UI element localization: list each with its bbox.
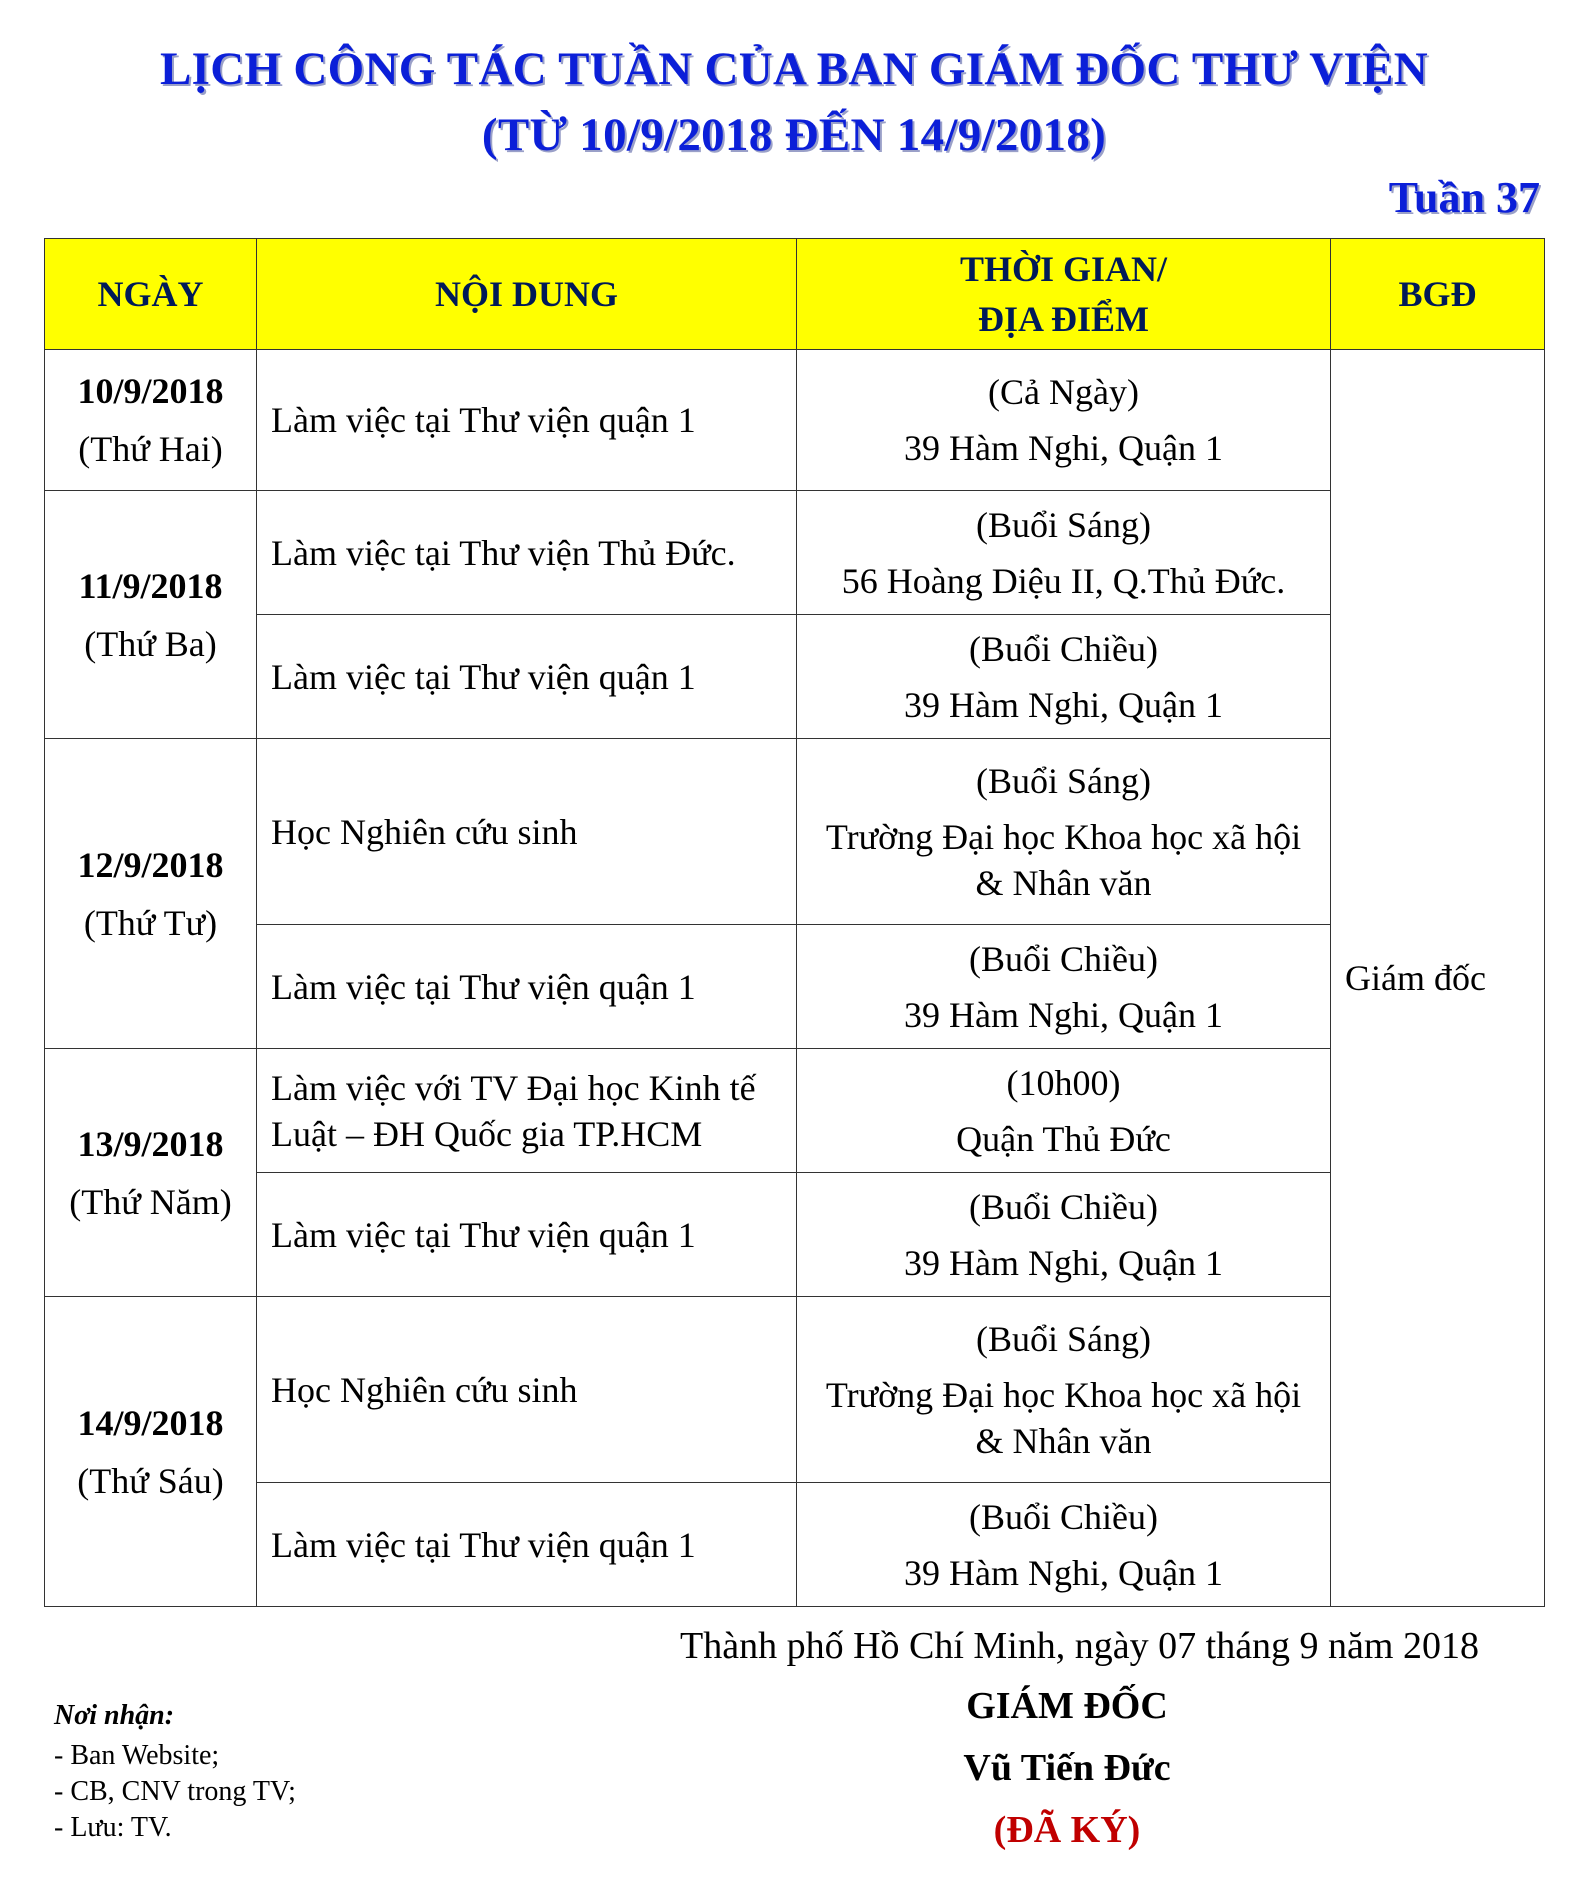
- signed-stamp-text: (ĐÃ KÝ): [993, 1809, 1141, 1851]
- content-cell: Học Nghiên cứu sinh: [257, 1297, 797, 1483]
- header-date: NGÀY: [45, 239, 257, 350]
- time-slot: (Buổi Sáng): [976, 760, 1151, 801]
- place-value: 56 Hoàng Diệu II, Q.Thủ Đức.: [841, 560, 1286, 601]
- time-place-cell: [797, 1173, 1331, 1297]
- table-row: [45, 1297, 1545, 1483]
- header-bgd: BGĐ: [1331, 239, 1545, 350]
- bgd-cell: Giám đốc: [1331, 350, 1545, 1607]
- weekday-value: (Thứ Ba): [84, 623, 217, 664]
- time-slot: (Buổi Chiều): [969, 938, 1158, 979]
- date-value: 11/9/2018: [78, 565, 223, 606]
- header-time: THỜI GIAN/: [959, 249, 1168, 289]
- table-row: [45, 1049, 1545, 1173]
- time-slot: (Buổi Sáng): [976, 1318, 1151, 1359]
- time-slot: (Buổi Chiều): [969, 1496, 1158, 1537]
- date-cell: [45, 350, 257, 491]
- header-time-place: [797, 239, 1331, 350]
- content-cell: Làm việc tại Thư viện quận 1: [257, 1173, 797, 1297]
- page-subtitle-date-range: (TỪ 10/9/2018 ĐẾN 14/9/2018): [481, 109, 1107, 161]
- time-place-cell: [797, 1297, 1331, 1483]
- table-row: [45, 1483, 1545, 1607]
- place-value: 39 Hàm Nghi, Quận 1: [904, 1552, 1223, 1593]
- content-cell: Học Nghiên cứu sinh: [257, 739, 797, 925]
- table-row: [45, 350, 1545, 491]
- place-value: 39 Hàm Nghi, Quận 1: [904, 994, 1223, 1035]
- place-value: Trường Đại học Khoa học xã hội & Nhân văn: [825, 816, 1302, 903]
- page-title: LỊCH CÔNG TÁC TUẦN CỦA BAN GIÁM ĐỐC THƯ VIỆN: [160, 43, 1428, 95]
- time-place-cell: [797, 925, 1331, 1049]
- weekday-value: (Thứ Sáu): [77, 1460, 224, 1501]
- time-place-cell: [797, 1049, 1331, 1173]
- time-slot: (Buổi Chiều): [969, 1186, 1158, 1227]
- place-value: Trường Đại học Khoa học xã hội & Nhân văn: [825, 1374, 1302, 1461]
- table-row: [45, 615, 1545, 739]
- time-place-cell: [797, 615, 1331, 739]
- time-place-cell: [797, 350, 1331, 491]
- recipient-item: - Lưu: TV.: [54, 1812, 172, 1843]
- time-slot: (Cả Ngày): [988, 372, 1139, 412]
- content-cell: Làm việc tại Thư viện quận 1: [257, 615, 797, 739]
- weekday-value: (Thứ Năm): [69, 1181, 232, 1222]
- place-value: 39 Hàm Nghi, Quận 1: [904, 1242, 1223, 1283]
- recipient-item: - CB, CNV trong TV;: [54, 1776, 296, 1807]
- time-slot: (10h00): [1006, 1062, 1121, 1103]
- time-place-cell: [797, 491, 1331, 615]
- content-cell: Làm việc tại Thư viện quận 1: [257, 1483, 797, 1607]
- content-cell: Làm việc tại Thư viện Thủ Đức.: [257, 491, 797, 615]
- time-slot: (Buổi Chiều): [969, 628, 1158, 669]
- date-cell: [45, 1297, 257, 1607]
- content-cell: Làm việc với TV Đại học Kinh tế Luật – ĐH Quốc gia TP.HCM: [257, 1049, 797, 1173]
- table-row: [45, 739, 1545, 925]
- time-place-cell: [797, 739, 1331, 925]
- time-slot: (Buổi Sáng): [976, 504, 1151, 545]
- footer-date-line: Thành phố Hồ Chí Minh, ngày 07 tháng 9 năm 2018: [680, 1625, 1479, 1667]
- table-header-row: [45, 239, 1545, 350]
- header-content: NỘI DUNG: [257, 239, 797, 350]
- place-value: 39 Hàm Nghi, Quận 1: [904, 428, 1223, 468]
- content-cell: Làm việc tại Thư viện quận 1: [257, 350, 797, 491]
- recipient-item: - Ban Website;: [54, 1740, 220, 1771]
- signer-name: Vũ Tiến Đức: [963, 1747, 1171, 1789]
- table-row: [45, 925, 1545, 1049]
- weekday-value: (Thứ Tư): [83, 902, 218, 943]
- date-cell: [45, 1049, 257, 1297]
- table-row: [45, 491, 1545, 615]
- week-label: Tuần 37: [1388, 173, 1540, 222]
- date-value: 14/9/2018: [77, 1402, 224, 1443]
- content-cell: Làm việc tại Thư viện quận 1: [257, 925, 797, 1049]
- date-cell: [45, 491, 257, 739]
- time-place-cell: [797, 1483, 1331, 1607]
- date-value: 10/9/2018: [77, 371, 224, 411]
- schedule-table: [44, 238, 1545, 1607]
- recipients-title: Nơi nhận:: [54, 1700, 175, 1731]
- weekday-value: (Thứ Hai): [78, 429, 223, 469]
- place-value: Quận Thủ Đức: [956, 1118, 1171, 1159]
- date-cell: [45, 739, 257, 1049]
- date-value: 13/9/2018: [77, 1123, 224, 1164]
- schedule-body: [45, 350, 1545, 1607]
- signer-position: GIÁM ĐỐC: [966, 1685, 1168, 1727]
- date-value: 12/9/2018: [77, 844, 224, 885]
- place-value: 39 Hàm Nghi, Quận 1: [904, 684, 1223, 725]
- header-place: ĐỊA ĐIỂM: [977, 299, 1150, 339]
- table-row: [45, 1173, 1545, 1297]
